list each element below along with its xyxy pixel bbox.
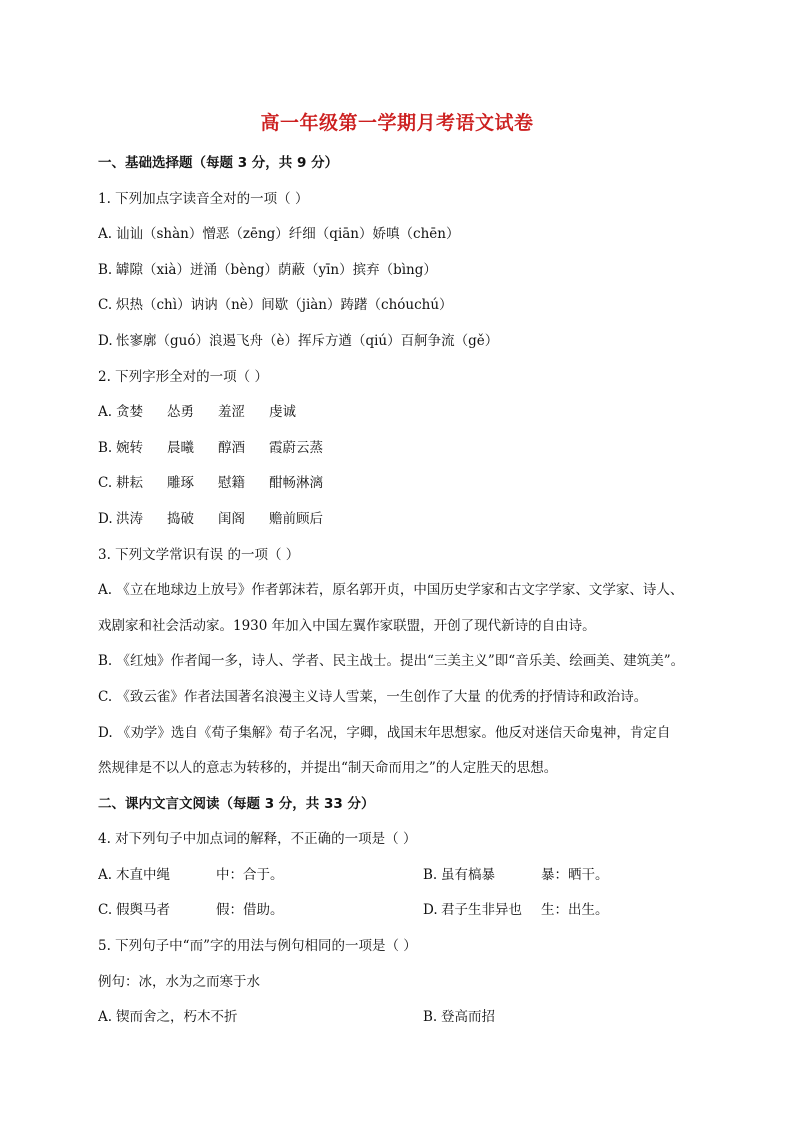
- question-2-stem: 2. 下列字形全对的一项（ ）: [98, 368, 268, 385]
- question-2-option-a: [98, 395, 718, 431]
- question-4-options-row-2: [98, 893, 718, 929]
- question-3-line: 戏剧家和社会活动家。1930 年加入中国左翼作家联盟，开创了现代新诗的自由诗。: [98, 617, 596, 634]
- option-text: 锲而舍之，朽木不折: [116, 1009, 238, 1026]
- question-3-line: A. 《立在地球边上放号》作者郭沫若，原名郭开贞，中国历史学家和古文字学家、文学家、诗人、: [98, 582, 684, 599]
- option-letter: C.: [98, 475, 113, 492]
- option-word: 虔诚: [269, 404, 296, 421]
- question-5-stem: 5. 下列句子中“而”字的用法与例句相同的一项是（ ）: [98, 938, 417, 955]
- question-4-stem: 4. 对下列句子中加点词的解释，不正确的一项是（ ）: [98, 831, 417, 848]
- question-3-line: D. 《劝学》选自《荀子集解》荀子名况，字卿，战国末年思想家。他反对迷信天命鬼神，肯定自: [98, 724, 671, 741]
- option-letter: A.: [98, 1009, 113, 1026]
- question-4-option-d: [423, 893, 609, 929]
- option-term: 虽有槁暴: [441, 866, 495, 883]
- section-heading-1: 一、基础选择题（每题 3 分，共 9 分）: [98, 155, 339, 171]
- option-gloss: 生：出生。: [541, 902, 609, 919]
- option-letter: B.: [423, 866, 438, 883]
- question-5-option-a: [98, 1000, 238, 1036]
- option-word: 婉转: [116, 439, 143, 456]
- option-word: 洪涛: [116, 510, 143, 527]
- option-letter: C.: [98, 902, 113, 919]
- option-text: 怅寥廓（guó）浪遏飞舟（è）挥斥方遒（qiú）百舸争流（gě）: [116, 332, 499, 349]
- option-letter: A.: [98, 226, 113, 243]
- question-1-option-a: [98, 217, 718, 253]
- option-letter: D.: [423, 902, 438, 919]
- exam-content: [98, 146, 718, 1036]
- option-word: 霞蔚云蒸: [269, 439, 323, 456]
- question-1-option-b: [98, 253, 718, 289]
- option-word: 捣破: [167, 510, 194, 527]
- option-gloss: 中：合于。: [216, 866, 284, 883]
- option-gloss: 暴：晒干。: [541, 866, 609, 883]
- option-letter: A.: [98, 866, 113, 883]
- option-word: 慰籍: [218, 475, 245, 492]
- option-term: 木直中绳: [116, 866, 170, 883]
- option-letter: B.: [98, 439, 113, 456]
- question-3-line: C. 《致云雀》作者法国著名浪漫主义诗人雪莱，一生创作了大量 的优秀的抒情诗和政治诗。: [98, 688, 648, 705]
- option-word: 晨曦: [167, 439, 194, 456]
- question-5-options-row-1: [98, 1000, 718, 1036]
- question-3-line: B. 《红烛》作者闻一多，诗人、学者、民主战士。提出“三美主义”即“音乐美、绘画美、建筑美”。: [98, 653, 685, 670]
- option-gloss: 假：借助。: [216, 902, 284, 919]
- option-letter: C.: [98, 297, 113, 314]
- question-1-stem: 1. 下列加点字读音全对的一项（ ）: [98, 190, 309, 207]
- option-text: 讪讪（shàn）憎恶（zēng）纤细（qiān）娇嗔（chēn）: [116, 226, 460, 243]
- option-letter: D.: [98, 332, 113, 349]
- option-text: 罅隙（xià）迸涌（bèng）荫蔽（yīn）摈弃（bìng）: [116, 261, 437, 278]
- option-term: 君子生非异也: [441, 902, 522, 919]
- question-3-stem: 3. 下列文学常识有误 的一项（ ）: [98, 546, 300, 563]
- question-1-option-c: [98, 288, 718, 324]
- option-word: 贪婪: [116, 404, 143, 421]
- question-5-example: 例句：冰，水为之而寒于水: [98, 973, 260, 990]
- option-word: 醇酒: [218, 439, 245, 456]
- question-4-option-b: [423, 858, 609, 894]
- question-1-option-d: [98, 324, 718, 360]
- question-3-line: 然规律是不以人的意志为转移的，并提出“制天命而用之”的人定胜天的思想。: [98, 760, 558, 777]
- option-word: 酣畅淋漓: [269, 475, 323, 492]
- option-letter: B.: [423, 1009, 438, 1026]
- option-word: 雕琢: [167, 475, 194, 492]
- option-word: 羞涩: [218, 404, 245, 421]
- option-word: 赡前顾后: [269, 510, 323, 527]
- option-text: 登高而招: [441, 1009, 495, 1026]
- question-4-option-c: [98, 893, 284, 929]
- question-4-options-row-1: [98, 858, 718, 894]
- page-title: 高一年级第一学期月考语文试卷: [260, 112, 534, 134]
- option-word: 耕耘: [116, 475, 143, 492]
- option-word: 闺阁: [218, 510, 245, 527]
- option-word: 怂勇: [167, 404, 194, 421]
- question-2-option-d: [98, 502, 718, 538]
- section-heading-2: 二、课内文言文阅读（每题 3 分，共 33 分）: [98, 795, 375, 812]
- question-2-option-c: [98, 466, 718, 502]
- option-letter: D.: [98, 510, 113, 527]
- question-2-option-b: [98, 431, 718, 467]
- option-term: 假舆马者: [116, 902, 170, 919]
- option-letter: B.: [98, 261, 113, 278]
- option-text: 炽热（chì）讷讷（nè）间歇（jiàn）踌躇（chóuchú）: [116, 297, 453, 314]
- option-letter: A.: [98, 404, 113, 421]
- question-5-option-b: [423, 1000, 495, 1036]
- question-4-option-a: [98, 858, 284, 894]
